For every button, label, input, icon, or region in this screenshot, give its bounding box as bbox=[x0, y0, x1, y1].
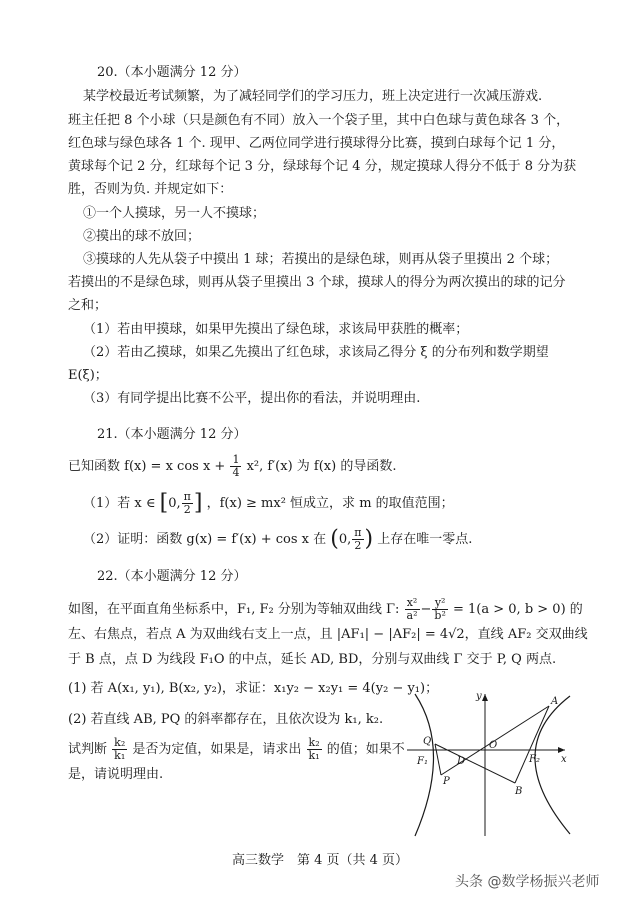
q22-line-1 bbox=[68, 597, 583, 622]
bracket-close: ] bbox=[193, 490, 203, 516]
q22-l1-part: 如图，在平面直角坐标系中，F₁, F₂ 分别为等轴双曲线 Γ: bbox=[68, 602, 400, 617]
y-axis-arrow bbox=[482, 694, 488, 701]
hyperbola-right-branch bbox=[535, 696, 570, 834]
label-O: O bbox=[489, 740, 498, 751]
fraction bbox=[182, 491, 193, 516]
q22-subquestion-2-end: 是，请说明理由. bbox=[68, 767, 164, 782]
q21-stem-part: 已知函数 f(x) = x cos x + bbox=[68, 459, 226, 474]
fraction bbox=[112, 737, 127, 762]
interval-start: 0, bbox=[338, 532, 352, 547]
q22-l1-part: = 1(a > 0, b > 0) 的 bbox=[453, 602, 583, 617]
fraction-numerator: π bbox=[183, 490, 191, 503]
q22-subquestion-2: (2) 若直线 AB, PQ 的斜率都存在，且依次设为 k₁, k₂. bbox=[68, 712, 384, 727]
q22-line-3: 于 B 点，点 D 为线段 F₁O 的中点，延长 AD, BD，分别与双曲线 Γ 交于 P, Q 两点. bbox=[68, 652, 557, 667]
paren-open: ( bbox=[330, 526, 339, 552]
bracket-open: [ bbox=[159, 490, 169, 516]
fraction bbox=[352, 527, 363, 552]
label-B: B bbox=[515, 786, 523, 797]
q21-heading: 21.（本小题满分 12 分） bbox=[97, 427, 247, 442]
q21-stem bbox=[68, 454, 396, 479]
fraction bbox=[405, 597, 420, 622]
fraction-denominator: k₁ bbox=[114, 749, 126, 762]
fraction bbox=[432, 597, 447, 622]
paren-close: ) bbox=[364, 526, 374, 552]
q21-s1-part: （1）若 x ∈ bbox=[83, 496, 156, 511]
watermark: 头条 @数学杨振兴老师 bbox=[455, 874, 600, 890]
x-axis-arrow bbox=[558, 747, 565, 753]
q20-paragraph-line: 某学校最近考试频繁，为了减轻同学们的学习压力，班上决定进行一次减压游戏. bbox=[83, 89, 543, 104]
q22-s2b-part: 的值；如果不 bbox=[326, 742, 405, 757]
q20-rule-2: ②摸出的球不放回； bbox=[83, 229, 201, 244]
q20-paragraph-line: 红色球与绿色球各 1 个. 现甲、乙两位同学进行摸球得分比赛，摸到白球每个记 1 分， bbox=[68, 136, 565, 151]
q20-subquestion-2-cont: E(ξ)； bbox=[68, 368, 108, 383]
page-footer: 高三数学 第 4 页（共 4 页） bbox=[231, 853, 409, 868]
q20-paragraph-line: 胜，否则为负. 并规定如下： bbox=[68, 182, 233, 197]
q21-s2-part: 上存在唯一零点. bbox=[377, 532, 473, 547]
q20-paragraph-line: 黄球每个记 2 分，红球每个记 3 分，绿球每个记 4 分，规定摸球人得分不低于 8 分为获 bbox=[68, 159, 577, 174]
fraction-denominator: a² bbox=[406, 609, 418, 622]
hyperbola-figure bbox=[405, 688, 580, 840]
fraction-denominator: k₁ bbox=[308, 749, 320, 762]
label-P: P bbox=[443, 776, 450, 787]
fraction-denominator: b² bbox=[434, 609, 446, 622]
fraction-numerator: π bbox=[354, 526, 362, 539]
q22-subquestion-2-cont bbox=[68, 737, 405, 762]
q21-stem-part: x², f′(x) 为 f(x) 的导函数. bbox=[246, 459, 397, 474]
q22-subquestion-1: (1) 若 A(x₁, y₁), B(x₂, y₂)，求证：x₁y₂ − x₂y₁ = 4(y₂ − y₁)； bbox=[68, 681, 439, 696]
q21-subquestion-1 bbox=[83, 491, 454, 516]
interval-start: 0, bbox=[168, 496, 181, 511]
q20-paragraph-line: 班主任把 8 个小球（只是颜色有不同）放入一个袋子里，其中白色球与黄色球各 3 个， bbox=[68, 113, 570, 128]
label-F1: F₁ bbox=[417, 756, 428, 767]
fraction-denominator: 4 bbox=[232, 466, 240, 479]
q22-heading: 22.（本小题满分 12 分） bbox=[97, 569, 247, 584]
label-y: y bbox=[476, 691, 482, 702]
label-A: A bbox=[551, 696, 559, 707]
fraction bbox=[230, 454, 241, 479]
q22-s2b-part: 是否为定值，如果是，请求出 bbox=[132, 742, 302, 757]
q20-subquestion-2: （2）若由乙摸球，如果乙先摸出了红色球，求该局乙得分 ξ 的分布列和数学期望 bbox=[83, 345, 549, 360]
fraction-numerator: y² bbox=[432, 597, 447, 610]
q20-subquestion-3: （3）有同学提出比赛不公平，提出你的看法，并说明理由. bbox=[83, 391, 421, 406]
q20-rule-1: ①一个人摸球，另一人不摸球； bbox=[83, 206, 266, 221]
fraction-numerator: k₂ bbox=[308, 736, 320, 749]
q21-s1-part: ，f(x) ≥ mx² 恒成立，求 m 的取值范围； bbox=[206, 496, 454, 511]
label-D: D bbox=[457, 756, 466, 767]
q20-rule-3-cont: 若摸出的不是绿色球，则再从袋子里摸出 3 个球，摸球人的得分为两次摸出的球的记分 bbox=[68, 275, 566, 290]
fraction-denominator: 2 bbox=[183, 503, 191, 516]
q20-subquestion-1: （1）若由甲摸球，如果甲先摸出了绿色球，求该局甲获胜的概率； bbox=[83, 322, 469, 337]
line-AB bbox=[515, 706, 549, 783]
fraction bbox=[307, 737, 322, 762]
q22-line-2: 左、右焦点，若点 A 为双曲线右支上一点，且 |AF₁| − |AF₂| = 4√2，直线 AF₂ 交双曲线 bbox=[68, 627, 588, 642]
fraction-numerator: x² bbox=[405, 597, 420, 610]
q22-s2b-part: 试判断 bbox=[68, 742, 108, 757]
fraction-denominator: 2 bbox=[354, 539, 362, 552]
q21-subquestion-2 bbox=[83, 527, 472, 552]
q20-rule-3-cont: 之和； bbox=[68, 298, 108, 313]
q21-s2-part: （2）证明：函数 g(x) = f′(x) + cos x 在 bbox=[83, 532, 327, 547]
q20-heading: 20.（本小题满分 12 分） bbox=[97, 65, 247, 80]
label-Q: Q bbox=[423, 736, 432, 747]
label-F2: F₂ bbox=[529, 754, 540, 765]
fraction-numerator: 1 bbox=[232, 453, 240, 466]
label-x: x bbox=[561, 754, 567, 765]
minus-sign: − bbox=[420, 602, 432, 617]
fraction-numerator: k₂ bbox=[114, 736, 126, 749]
q20-rule-3: ③摸球的人先从袋子中摸出 1 球；若摸出的是绿色球，则再从袋子里摸出 2 个球； bbox=[83, 252, 559, 267]
line-PQ bbox=[435, 744, 441, 775]
